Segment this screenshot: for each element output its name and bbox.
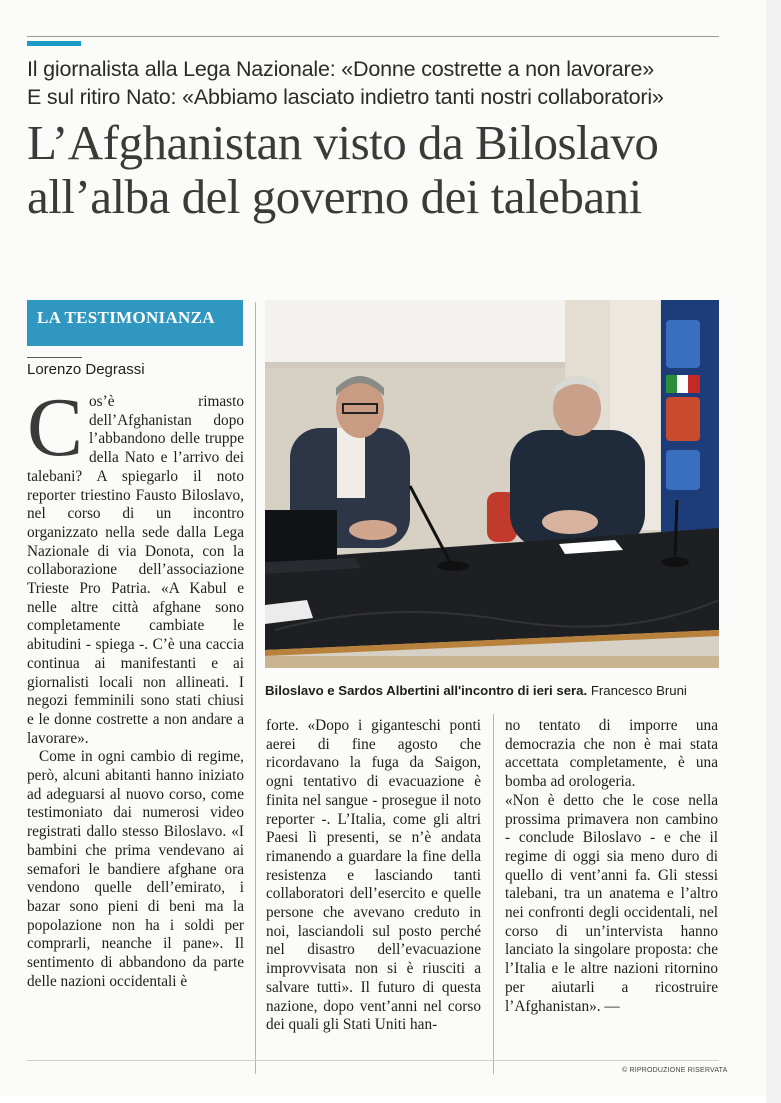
caption-text: Biloslavo e Sardos Albertini all'incontro di ieri sera. — [265, 683, 588, 698]
body-paragraph: no tentato di imporre una democrazia che non è mai stata accettata completamente, è una bomba ad orologeria. — [505, 717, 718, 791]
event-photo-illustration — [265, 300, 719, 668]
photo-caption — [265, 683, 719, 698]
column-divider-1 — [255, 302, 256, 1074]
body-column-1 — [27, 381, 244, 992]
accent-bar — [27, 41, 81, 46]
bottom-rule — [27, 1060, 719, 1061]
kicker-line-1: Il giornalista alla Lega Nazionale: «Donne costrette a non lavorare» — [27, 57, 655, 81]
kicker-line-2: E sul ritiro Nato: «Abbiamo lasciato indietro tanti nostri collaboratori» — [27, 85, 664, 109]
author-rule — [27, 357, 82, 358]
headline — [27, 116, 747, 224]
page-edge — [766, 0, 781, 1103]
body-paragraph: forte. «Dopo i giganteschi ponti aerei di fine agosto che ricordavano la fuga da Saigon, ogni tentativo di evacuazione è finita nel sangue - prosegue il noto reporter -. L’Italia, come gli altri Paesi lì presenti, se n’è andata rimanendo a guardare la fine della resistenza e lasciando tanti collaboratori dell’esercito e quelle persone che avevano creduto in noi, lasciandoli sul posto perché nel disastro dell’evacuazione improvvisata non si è riusciti a salvare tutti». Il futuro di questa nazione, dopo vent’anni nel corso dei quali gli Stati Uniti han- — [266, 717, 481, 1034]
section-label-text: LA TESTIMONIANZA — [37, 308, 215, 327]
author-byline: Lorenzo Degrassi — [27, 361, 145, 378]
body-column-3 — [505, 717, 718, 1016]
body-paragraph: Cos’è rimasto dell’Afghanistan dopo l’abbandono delle truppe della Nato e l’arrivo dei talebani? A spiegarlo il noto reporter triestino Fausto Biloslavo, nel corso di un incontro organizzato nella sede dalla Lega Nazionale di via Donota, con la collaborazione dell’associazione Trieste Pro Patria. «A Kabul e nelle altre città afghane sono completamente cambiate le abitudini - spiega -. C’è una caccia continua ai manifestanti e ai giornalisti locali non allineati. I negozi femminili sono stati chiusi e le donne costrette a non andare a lavorare». — [27, 381, 244, 747]
headline-line-2: all’alba del governo dei talebani — [27, 169, 642, 224]
column-divider-2 — [493, 714, 494, 1074]
body-column-2 — [266, 717, 481, 1035]
body-paragraph: «Non è detto che le cose nella prossima primavera non cambino - conclude Biloslavo - e che il regime di oggi sia meno duro di quello di vent’anni fa. Gli stessi talebani, tra un anatema e l’altro nei confronti degli occidentali, nel corso di un’intervista hanno lanciato la singolare proposta: che l’Italia e le altre nazioni ritornino per aiutarli a ricostruire l’Afghanistan». — — [505, 791, 718, 1015]
drop-cap: C — [27, 381, 84, 474]
section-label — [27, 300, 243, 346]
headline-line-1: L’Afghanistan visto da Biloslavo — [27, 115, 659, 170]
copyright-notice: © RIPRODUZIONE RISERVATA — [622, 1067, 728, 1074]
top-rule — [27, 36, 719, 37]
event-photo — [265, 300, 719, 668]
photo-credit: Francesco Bruni — [587, 683, 687, 698]
body-paragraph: Come in ogni cambio di regime, però, alcuni abitanti hanno iniziato ad adeguarsi al nuovo corso, come testimoniato dai numerosi video registrati dallo stesso Biloslavo. «I bambini che prima vendevano ai semafori le bandiere afghane ora vendono quelle dell’emirato, i bazar sono pieni di beni ma la popolazione non ha i soldi per comprarli, neanche il pane». Il sentimento di abbandono da parte delle nazioni occidentali è — [27, 748, 244, 990]
